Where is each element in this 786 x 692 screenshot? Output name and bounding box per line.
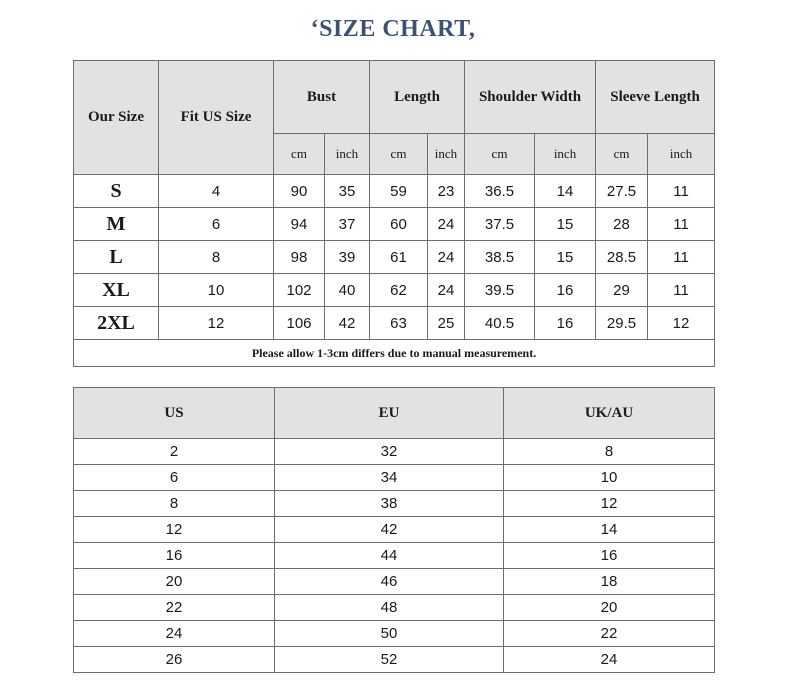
table-cell: 94 <box>274 208 325 241</box>
table-row <box>74 241 715 274</box>
table-row <box>74 274 715 307</box>
table-cell: 62 <box>370 274 428 307</box>
table-cell: 34 <box>275 465 504 491</box>
table-cell: 102 <box>274 274 325 307</box>
conversion-table-body <box>74 439 715 673</box>
our-size-cell: S <box>74 175 159 208</box>
table-row <box>74 307 715 340</box>
unit-cell: cm <box>370 134 428 175</box>
table-cell: 40.5 <box>465 307 535 340</box>
table-cell: 46 <box>275 569 504 595</box>
table-cell: 20 <box>504 595 715 621</box>
table-cell: 90 <box>274 175 325 208</box>
table-cell: 8 <box>74 491 275 517</box>
table-cell: 106 <box>274 307 325 340</box>
table-cell: 12 <box>648 307 715 340</box>
unit-cell: inch <box>325 134 370 175</box>
table-cell: 16 <box>535 274 596 307</box>
table-row <box>74 175 715 208</box>
table-cell: 11 <box>648 241 715 274</box>
table-cell: 38.5 <box>465 241 535 274</box>
table-cell: 42 <box>325 307 370 340</box>
table-cell: 39 <box>325 241 370 274</box>
table-cell: 12 <box>159 307 274 340</box>
unit-cell: inch <box>535 134 596 175</box>
table-cell: 32 <box>275 439 504 465</box>
table-row <box>74 491 715 517</box>
header-bust: Bust <box>274 61 370 134</box>
table-cell: 15 <box>535 241 596 274</box>
table-cell: 40 <box>325 274 370 307</box>
table-cell: 22 <box>74 595 275 621</box>
table-cell: 11 <box>648 274 715 307</box>
table-cell: 22 <box>504 621 715 647</box>
header-fit-us-size: Fit US Size <box>159 61 274 175</box>
size-table-body <box>74 175 715 340</box>
our-size-cell: M <box>74 208 159 241</box>
table-cell: 60 <box>370 208 428 241</box>
table-cell: 15 <box>535 208 596 241</box>
table-cell: 20 <box>74 569 275 595</box>
size-chart-table <box>73 60 715 367</box>
table-cell: 24 <box>74 621 275 647</box>
table-row <box>74 517 715 543</box>
table-cell: 16 <box>74 543 275 569</box>
table-cell: 11 <box>648 175 715 208</box>
table-cell: 36.5 <box>465 175 535 208</box>
table-cell: 2 <box>74 439 275 465</box>
table-cell: 8 <box>504 439 715 465</box>
table-cell: 11 <box>648 208 715 241</box>
table-cell: 18 <box>504 569 715 595</box>
table-cell: 42 <box>275 517 504 543</box>
table-cell: 28 <box>596 208 648 241</box>
table-row <box>74 208 715 241</box>
table-cell: 35 <box>325 175 370 208</box>
header-uk-au: UK/AU <box>504 388 715 439</box>
table-cell: 48 <box>275 595 504 621</box>
table-row <box>74 465 715 491</box>
header-shoulder-width: Shoulder Width <box>465 61 596 134</box>
table-cell: 59 <box>370 175 428 208</box>
table-cell: 63 <box>370 307 428 340</box>
header-eu: EU <box>275 388 504 439</box>
table-cell: 24 <box>428 208 465 241</box>
unit-cell: cm <box>274 134 325 175</box>
table-cell: 61 <box>370 241 428 274</box>
table-cell: 10 <box>504 465 715 491</box>
our-size-cell: L <box>74 241 159 274</box>
unit-cell: inch <box>428 134 465 175</box>
table-cell: 10 <box>159 274 274 307</box>
table-cell: 28.5 <box>596 241 648 274</box>
table-cell: 38 <box>275 491 504 517</box>
table-cell: 16 <box>535 307 596 340</box>
table-cell: 12 <box>74 517 275 543</box>
header-us: US <box>74 388 275 439</box>
table-cell: 39.5 <box>465 274 535 307</box>
unit-cell: cm <box>465 134 535 175</box>
table-cell: 12 <box>504 491 715 517</box>
our-size-cell: XL <box>74 274 159 307</box>
table-cell: 37.5 <box>465 208 535 241</box>
table-cell: 29.5 <box>596 307 648 340</box>
table-cell: 16 <box>504 543 715 569</box>
table-cell: 98 <box>274 241 325 274</box>
table-cell: 24 <box>504 647 715 673</box>
table-cell: 52 <box>275 647 504 673</box>
table-cell: 24 <box>428 241 465 274</box>
table-cell: 44 <box>275 543 504 569</box>
table-row <box>74 439 715 465</box>
table-cell: 6 <box>159 208 274 241</box>
header-sleeve-length: Sleeve Length <box>596 61 715 134</box>
table-cell: 37 <box>325 208 370 241</box>
table-cell: 26 <box>74 647 275 673</box>
measurement-note: Please allow 1-3cm differs due to manual measurement. <box>74 340 715 367</box>
unit-cell: inch <box>648 134 715 175</box>
table-row <box>74 543 715 569</box>
table-cell: 4 <box>159 175 274 208</box>
table-row <box>74 569 715 595</box>
table-row <box>74 621 715 647</box>
table-cell: 25 <box>428 307 465 340</box>
unit-cell: cm <box>596 134 648 175</box>
our-size-cell: 2XL <box>74 307 159 340</box>
table-cell: 29 <box>596 274 648 307</box>
table-cell: 24 <box>428 274 465 307</box>
header-length: Length <box>370 61 465 134</box>
table-cell: 50 <box>275 621 504 647</box>
table-cell: 14 <box>504 517 715 543</box>
table-cell: 6 <box>74 465 275 491</box>
table-row <box>74 595 715 621</box>
table-cell: 27.5 <box>596 175 648 208</box>
size-conversion-table <box>73 387 715 673</box>
table-cell: 14 <box>535 175 596 208</box>
table-row <box>74 647 715 673</box>
table-cell: 23 <box>428 175 465 208</box>
page-title: ‘SIZE CHART, <box>310 16 476 42</box>
header-our-size: Our Size <box>74 61 159 175</box>
table-cell: 8 <box>159 241 274 274</box>
